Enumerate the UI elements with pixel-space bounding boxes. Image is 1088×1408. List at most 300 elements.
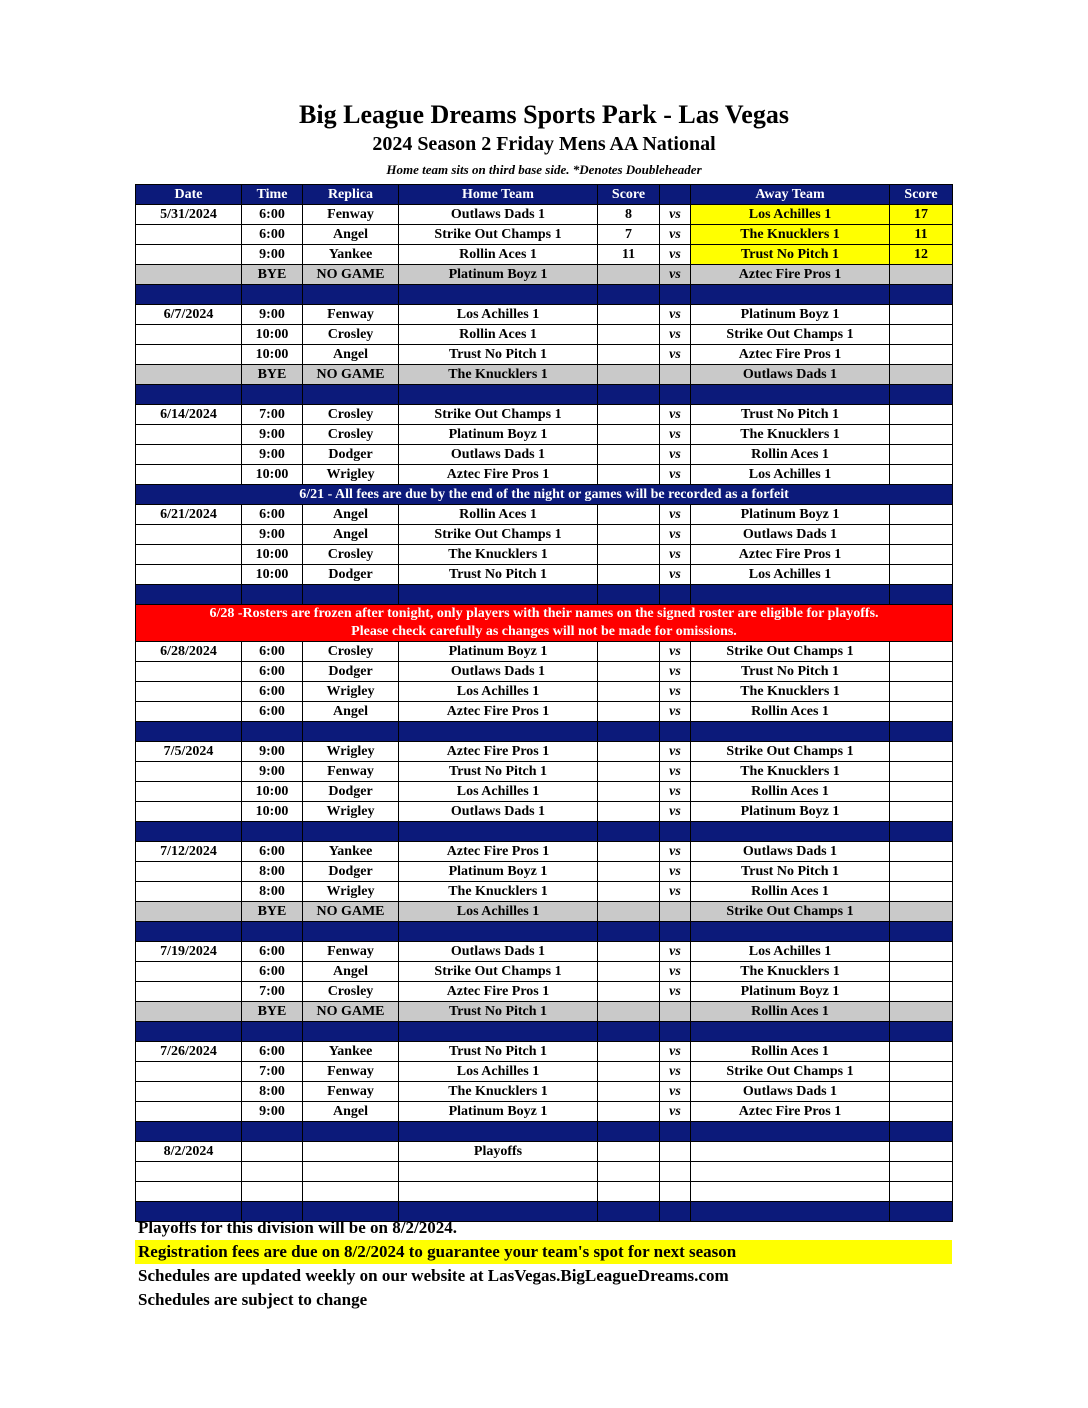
game-row — [136, 882, 953, 902]
away-score-cell — [890, 525, 953, 545]
date-cell — [136, 225, 242, 245]
vs-cell: vs — [660, 662, 691, 682]
separator-cell — [660, 922, 691, 942]
home-team-cell: Aztec Fire Pros 1 — [399, 742, 598, 762]
away-score-cell — [890, 345, 953, 365]
game-row — [136, 942, 953, 962]
home-team-cell: Outlaws Dads 1 — [399, 942, 598, 962]
bye-row — [136, 265, 953, 285]
home-score-cell — [598, 1182, 660, 1202]
replica-field-cell: Crosley — [303, 425, 399, 445]
separator-cell — [691, 722, 890, 742]
away-score-cell — [890, 662, 953, 682]
game-row — [136, 405, 953, 425]
date-cell: 7/12/2024 — [136, 842, 242, 862]
away-team-cell: Rollin Aces 1 — [691, 782, 890, 802]
game-row — [136, 1082, 953, 1102]
vs-cell: vs — [660, 1082, 691, 1102]
home-score-cell — [598, 942, 660, 962]
home-score-cell — [598, 1002, 660, 1022]
away-team-cell: Los Achilles 1 — [691, 942, 890, 962]
home-team-cell: Trust No Pitch 1 — [399, 345, 598, 365]
replica-field-cell: Dodger — [303, 445, 399, 465]
date-cell — [136, 762, 242, 782]
replica-field-cell: Angel — [303, 702, 399, 722]
replica-field-cell: Fenway — [303, 305, 399, 325]
separator-cell — [598, 1122, 660, 1142]
separator-cell — [660, 722, 691, 742]
date-cell — [136, 702, 242, 722]
home-score-cell — [598, 1082, 660, 1102]
date-cell: 8/2/2024 — [136, 1142, 242, 1162]
replica-field-cell: NO GAME — [303, 902, 399, 922]
home-score-cell — [598, 802, 660, 822]
home-team-cell: Rollin Aces 1 — [399, 325, 598, 345]
time-cell: 10:00 — [242, 325, 303, 345]
away-team-cell: Strike Out Champs 1 — [691, 325, 890, 345]
game-row — [136, 962, 953, 982]
game-row — [136, 802, 953, 822]
separator-cell — [890, 822, 953, 842]
footer-change-note: Schedules are subject to change — [138, 1290, 368, 1309]
separator-cell — [399, 1022, 598, 1042]
away-team-cell: Strike Out Champs 1 — [691, 902, 890, 922]
vs-cell: vs — [660, 982, 691, 1002]
separator-cell — [691, 585, 890, 605]
date-cell — [136, 1182, 242, 1202]
separator-cell — [242, 922, 303, 942]
separator-cell — [890, 385, 953, 405]
game-row — [136, 642, 953, 662]
date-cell — [136, 325, 242, 345]
date-cell: 7/5/2024 — [136, 742, 242, 762]
schedule-table — [135, 184, 953, 1222]
separator-cell — [598, 585, 660, 605]
date-cell — [136, 425, 242, 445]
date-cell — [136, 982, 242, 1002]
away-score-cell: 12 — [890, 245, 953, 265]
replica-field-cell: Fenway — [303, 1062, 399, 1082]
away-score-cell — [890, 882, 953, 902]
away-score-cell — [890, 365, 953, 385]
col-header-away-team: Away Team — [691, 185, 890, 205]
week-separator — [136, 385, 953, 405]
away-team-cell — [691, 1182, 890, 1202]
home-team-cell: Outlaws Dads 1 — [399, 205, 598, 225]
header-note: Home team sits on third base side. *Denotes Doubleheader — [386, 162, 702, 177]
home-team-cell: Playoffs — [399, 1142, 598, 1162]
replica-field-cell: Fenway — [303, 205, 399, 225]
away-team-cell: Aztec Fire Pros 1 — [691, 345, 890, 365]
away-score-cell — [890, 505, 953, 525]
vs-cell: vs — [660, 702, 691, 722]
game-row — [136, 702, 953, 722]
away-team-cell: Los Achilles 1 — [691, 565, 890, 585]
home-team-cell: Trust No Pitch 1 — [399, 1042, 598, 1062]
fees-notice-row — [136, 485, 953, 505]
replica-field-cell: NO GAME — [303, 365, 399, 385]
replica-field-cell: Wrigley — [303, 465, 399, 485]
separator-cell — [890, 1122, 953, 1142]
home-score-cell — [598, 465, 660, 485]
away-score-cell — [890, 425, 953, 445]
vs-cell — [660, 1182, 691, 1202]
vs-cell: vs — [660, 565, 691, 585]
home-score-cell — [598, 405, 660, 425]
home-team-cell: Platinum Boyz 1 — [399, 425, 598, 445]
vs-cell: vs — [660, 862, 691, 882]
replica-field-cell: Fenway — [303, 942, 399, 962]
time-cell: 9:00 — [242, 425, 303, 445]
footer-playoffs-note: Playoffs for this division will be on 8/2/2024. — [138, 1218, 457, 1237]
away-score-cell — [890, 642, 953, 662]
home-score-cell — [598, 325, 660, 345]
away-team-cell: Los Achilles 1 — [691, 205, 890, 225]
separator-cell — [691, 385, 890, 405]
away-team-cell: Aztec Fire Pros 1 — [691, 545, 890, 565]
date-cell: 7/26/2024 — [136, 1042, 242, 1062]
date-cell — [136, 1162, 242, 1182]
separator-cell — [303, 1122, 399, 1142]
replica-field-cell: NO GAME — [303, 1002, 399, 1022]
table-header-row — [136, 185, 953, 205]
home-score-cell — [598, 265, 660, 285]
separator-cell — [303, 922, 399, 942]
home-team-cell: Trust No Pitch 1 — [399, 1002, 598, 1022]
home-score-cell — [598, 962, 660, 982]
time-cell: BYE — [242, 365, 303, 385]
away-team-cell: Strike Out Champs 1 — [691, 642, 890, 662]
home-score-cell — [598, 762, 660, 782]
separator-cell — [598, 285, 660, 305]
time-cell: 8:00 — [242, 1082, 303, 1102]
time-cell: BYE — [242, 1002, 303, 1022]
replica-field-cell: Angel — [303, 1102, 399, 1122]
replica-field-cell — [303, 1142, 399, 1162]
home-score-cell — [598, 345, 660, 365]
away-team-cell: Trust No Pitch 1 — [691, 245, 890, 265]
home-score-cell — [598, 682, 660, 702]
replica-field-cell: Dodger — [303, 862, 399, 882]
time-cell: 7:00 — [242, 982, 303, 1002]
home-team-cell: Outlaws Dads 1 — [399, 802, 598, 822]
vs-cell: vs — [660, 345, 691, 365]
away-team-cell: Outlaws Dads 1 — [691, 365, 890, 385]
replica-field-cell: Dodger — [303, 662, 399, 682]
vs-cell — [660, 1002, 691, 1022]
home-score-cell — [598, 1102, 660, 1122]
home-team-cell: Los Achilles 1 — [399, 902, 598, 922]
home-score-cell — [598, 505, 660, 525]
separator-cell — [890, 285, 953, 305]
time-cell: BYE — [242, 265, 303, 285]
away-team-cell: Platinum Boyz 1 — [691, 802, 890, 822]
home-score-cell — [598, 525, 660, 545]
home-team-cell: Strike Out Champs 1 — [399, 225, 598, 245]
away-team-cell: Strike Out Champs 1 — [691, 1062, 890, 1082]
time-cell: 9:00 — [242, 1102, 303, 1122]
away-team-cell: Rollin Aces 1 — [691, 1042, 890, 1062]
time-cell: 6:00 — [242, 205, 303, 225]
game-row — [136, 505, 953, 525]
date-cell — [136, 962, 242, 982]
time-cell: 10:00 — [242, 802, 303, 822]
replica-field-cell — [303, 1182, 399, 1202]
home-score-cell — [598, 425, 660, 445]
away-team-cell: The Knucklers 1 — [691, 962, 890, 982]
time-cell: 8:00 — [242, 862, 303, 882]
time-cell: 7:00 — [242, 405, 303, 425]
home-team-cell: Los Achilles 1 — [399, 782, 598, 802]
separator-cell — [399, 822, 598, 842]
replica-field-cell: Angel — [303, 225, 399, 245]
vs-cell: vs — [660, 445, 691, 465]
separator-cell — [691, 1022, 890, 1042]
separator-cell — [136, 822, 242, 842]
game-row — [136, 1142, 953, 1162]
game-row — [136, 682, 953, 702]
away-team-cell: Trust No Pitch 1 — [691, 662, 890, 682]
date-cell: 6/14/2024 — [136, 405, 242, 425]
replica-field-cell — [303, 1162, 399, 1182]
separator-cell — [136, 1122, 242, 1142]
home-score-cell — [598, 545, 660, 565]
away-team-cell: Platinum Boyz 1 — [691, 982, 890, 1002]
home-team-cell: The Knucklers 1 — [399, 1082, 598, 1102]
replica-field-cell: Yankee — [303, 842, 399, 862]
away-team-cell: Rollin Aces 1 — [691, 1002, 890, 1022]
replica-field-cell: Angel — [303, 505, 399, 525]
time-cell: 10:00 — [242, 782, 303, 802]
vs-cell: vs — [660, 465, 691, 485]
date-cell — [136, 802, 242, 822]
separator-cell — [303, 285, 399, 305]
time-cell: 9:00 — [242, 525, 303, 545]
home-score-cell — [598, 782, 660, 802]
roster-alert — [136, 605, 953, 642]
away-score-cell — [890, 1162, 953, 1182]
separator-cell — [136, 585, 242, 605]
replica-field-cell: NO GAME — [303, 265, 399, 285]
vs-cell: vs — [660, 742, 691, 762]
replica-field-cell: Wrigley — [303, 742, 399, 762]
time-cell: 7:00 — [242, 1062, 303, 1082]
week-separator — [136, 1122, 953, 1142]
away-score-cell — [890, 702, 953, 722]
away-score-cell — [890, 565, 953, 585]
home-team-cell: Platinum Boyz 1 — [399, 1102, 598, 1122]
replica-field-cell: Dodger — [303, 565, 399, 585]
date-cell — [136, 882, 242, 902]
separator-cell — [660, 1122, 691, 1142]
game-row — [136, 245, 953, 265]
replica-field-cell: Angel — [303, 345, 399, 365]
away-score-cell — [890, 1182, 953, 1202]
time-cell: 6:00 — [242, 1042, 303, 1062]
home-score-cell — [598, 842, 660, 862]
separator-cell — [303, 585, 399, 605]
away-score-cell — [890, 445, 953, 465]
home-team-cell: Platinum Boyz 1 — [399, 265, 598, 285]
away-score-cell — [890, 1042, 953, 1062]
home-team-cell: Aztec Fire Pros 1 — [399, 702, 598, 722]
separator-cell — [399, 285, 598, 305]
away-team-cell: Trust No Pitch 1 — [691, 405, 890, 425]
replica-field-cell: Wrigley — [303, 882, 399, 902]
time-cell: 6:00 — [242, 662, 303, 682]
date-cell — [136, 365, 242, 385]
time-cell — [242, 1162, 303, 1182]
separator-cell — [598, 385, 660, 405]
date-cell — [136, 525, 242, 545]
vs-cell: vs — [660, 802, 691, 822]
separator-cell — [399, 585, 598, 605]
date-cell: 6/21/2024 — [136, 505, 242, 525]
home-team-cell — [399, 1162, 598, 1182]
date-cell — [136, 565, 242, 585]
date-cell — [136, 782, 242, 802]
home-score-cell — [598, 902, 660, 922]
time-cell — [242, 1142, 303, 1162]
home-team-cell: The Knucklers 1 — [399, 545, 598, 565]
game-row — [136, 205, 953, 225]
away-score-cell — [890, 465, 953, 485]
week-separator — [136, 585, 953, 605]
separator-cell — [890, 922, 953, 942]
separator-cell — [691, 822, 890, 842]
game-row — [136, 425, 953, 445]
away-score-cell: 17 — [890, 205, 953, 225]
home-team-cell: Rollin Aces 1 — [399, 245, 598, 265]
separator-cell — [303, 1022, 399, 1042]
away-team-cell: Aztec Fire Pros 1 — [691, 265, 890, 285]
game-row — [136, 862, 953, 882]
time-cell: 9:00 — [242, 245, 303, 265]
time-cell — [242, 1182, 303, 1202]
vs-cell: vs — [660, 882, 691, 902]
bye-row — [136, 1002, 953, 1022]
replica-field-cell: Crosley — [303, 325, 399, 345]
home-team-cell: Trust No Pitch 1 — [399, 565, 598, 585]
time-cell: 6:00 — [242, 642, 303, 662]
separator-cell — [399, 722, 598, 742]
separator-cell — [691, 285, 890, 305]
date-cell — [136, 545, 242, 565]
away-score-cell — [890, 265, 953, 285]
date-cell — [136, 862, 242, 882]
vs-cell: vs — [660, 505, 691, 525]
time-cell: 6:00 — [242, 505, 303, 525]
vs-cell: vs — [660, 1062, 691, 1082]
separator-cell — [399, 922, 598, 942]
date-cell — [136, 682, 242, 702]
date-cell: 7/19/2024 — [136, 942, 242, 962]
vs-cell: vs — [660, 842, 691, 862]
game-row — [136, 842, 953, 862]
separator-cell — [136, 1022, 242, 1042]
time-cell: BYE — [242, 902, 303, 922]
replica-field-cell: Fenway — [303, 1082, 399, 1102]
away-score-cell — [890, 762, 953, 782]
separator-cell — [660, 1022, 691, 1042]
home-score-cell: 8 — [598, 205, 660, 225]
time-cell: 10:00 — [242, 565, 303, 585]
col-header-time: Time — [242, 185, 303, 205]
date-cell — [136, 902, 242, 922]
date-cell — [136, 662, 242, 682]
away-score-cell — [890, 545, 953, 565]
game-row — [136, 1042, 953, 1062]
separator-cell — [660, 385, 691, 405]
away-score-cell — [890, 1002, 953, 1022]
away-team-cell: Trust No Pitch 1 — [691, 862, 890, 882]
time-cell: 6:00 — [242, 962, 303, 982]
home-score-cell — [598, 662, 660, 682]
home-score-cell — [598, 702, 660, 722]
separator-cell — [242, 822, 303, 842]
time-cell: 9:00 — [242, 762, 303, 782]
vs-cell: vs — [660, 1102, 691, 1122]
roster-alert-line: Please check carefully as changes will not be made for omissions. — [351, 624, 737, 639]
away-team-cell: Los Achilles 1 — [691, 465, 890, 485]
fees-notice: 6/21 - All fees are due by the end of the night or games will be recorded as a forfeit — [136, 485, 953, 505]
away-score-cell — [890, 1062, 953, 1082]
vs-cell: vs — [660, 545, 691, 565]
home-team-cell: Aztec Fire Pros 1 — [399, 982, 598, 1002]
footer-website-note: Schedules are updated weekly on our website at LasVegas.BigLeagueDreams.com — [138, 1266, 729, 1285]
home-team-cell: Outlaws Dads 1 — [399, 662, 598, 682]
time-cell: 6:00 — [242, 702, 303, 722]
replica-field-cell: Wrigley — [303, 802, 399, 822]
replica-field-cell: Yankee — [303, 1042, 399, 1062]
away-score-cell — [890, 942, 953, 962]
home-score-cell — [598, 862, 660, 882]
game-row — [136, 762, 953, 782]
home-team-cell: The Knucklers 1 — [399, 882, 598, 902]
date-cell: 6/7/2024 — [136, 305, 242, 325]
game-row — [136, 1102, 953, 1122]
week-separator — [136, 285, 953, 305]
date-cell — [136, 345, 242, 365]
away-team-cell: Outlaws Dads 1 — [691, 842, 890, 862]
home-team-cell: Los Achilles 1 — [399, 682, 598, 702]
away-team-cell: Rollin Aces 1 — [691, 882, 890, 902]
game-row — [136, 662, 953, 682]
date-cell — [136, 445, 242, 465]
roster-alert-row — [136, 605, 953, 642]
vs-cell — [660, 365, 691, 385]
date-cell — [136, 1102, 242, 1122]
home-score-cell — [598, 1162, 660, 1182]
away-team-cell: The Knucklers 1 — [691, 225, 890, 245]
home-team-cell: Platinum Boyz 1 — [399, 642, 598, 662]
game-row — [136, 565, 953, 585]
separator-cell — [242, 385, 303, 405]
separator-cell — [242, 1022, 303, 1042]
home-team-cell: Los Achilles 1 — [399, 1062, 598, 1082]
roster-alert-line: 6/28 -Rosters are frozen after tonight, only players with their names on the signed roster are eligible for playoffs. — [209, 606, 879, 621]
separator-cell — [242, 285, 303, 305]
home-score-cell — [598, 305, 660, 325]
separator-cell — [660, 822, 691, 842]
vs-cell — [660, 902, 691, 922]
game-row — [136, 305, 953, 325]
col-header-home-score: Score — [598, 185, 660, 205]
home-team-cell: Strike Out Champs 1 — [399, 962, 598, 982]
col-header-date: Date — [136, 185, 242, 205]
away-score-cell — [890, 842, 953, 862]
week-separator — [136, 1022, 953, 1042]
